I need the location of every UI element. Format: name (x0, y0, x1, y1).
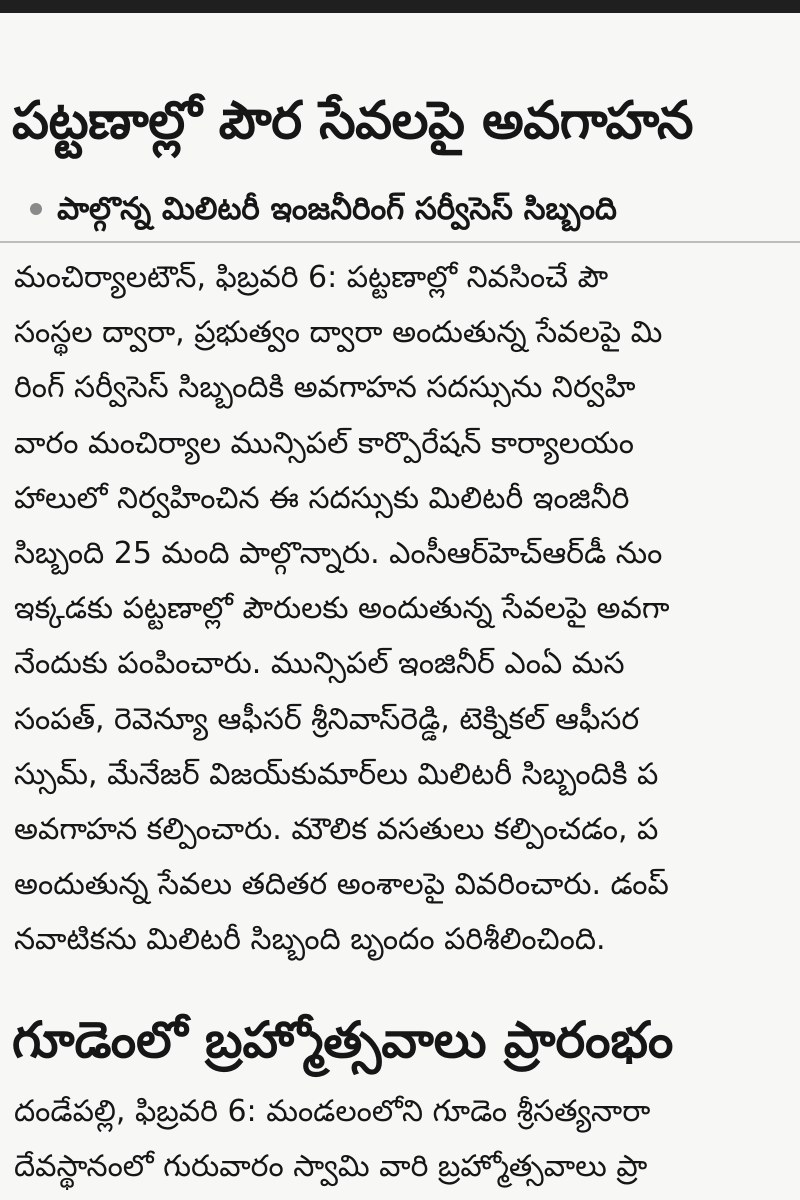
body-line: మంచిర్యాలటౌన్, ఫిబ్రవరి 6: పట్టణాల్లో నివసించే పౌ (14, 260, 609, 295)
article-2-headline: గూడెంలో బ్రహ్మోత్సవాలు ప్రారంభం (12, 1011, 674, 1069)
body-line: స్సుమ్, మేనేజర్ విజయ్‌కుమార్‌లు మిలిటరీ సిబ్బందికి ప (14, 756, 659, 792)
article-1-subheadline-row (30, 186, 800, 232)
top-border (0, 0, 800, 13)
body-line: దేవస్థానంలో గురువారం స్వామి వారి బ్రహ్మోత్సవాలు ప్రా (14, 1149, 648, 1185)
bullet-icon (30, 203, 42, 215)
body-line: వారం మంచిర్యాల మున్సిపల్ కార్పొరేషన్ కార్యాలయం (14, 425, 634, 461)
body-line: దండేపల్లి, ఫిబ్రవరి 6: మండలంలోని గూడెం శ్రీసత్యనారా (14, 1094, 651, 1129)
article-1-subheadline: పాల్గొన్న మిలిటరీ ఇంజనీరింగ్ సర్వీసెస్ సిబ్బంది (57, 191, 617, 227)
body-line: నేందుకు పంపించారు. మున్సిపల్ ఇంజినీర్ ఎంఏ మస (14, 646, 625, 682)
body-line: సంపత్, రెవెన్యూ ఆఫీసర్ శ్రీనివాస్‌రెడ్డి, టెక్నికల్ ఆఫీసర (14, 701, 640, 737)
divider-line (0, 241, 800, 243)
body-line: నవాటికను మిలిటరీ సిబ్బంది బృందం పరిశీలించింది. (14, 922, 606, 958)
body-line: అవగాహన కల్పించారు. మౌలిక వసతులు కల్పించడం, ప (14, 811, 659, 847)
article-1-body (14, 250, 800, 967)
body-line: అందుతున్న సేవలు తదితర అంశాలపై వివరించారు. డంప్ (14, 867, 669, 903)
body-line: ఇక్కడకు పట్టణాల్లో పౌరులకు అందుతున్న సేవలపై అవగా (14, 591, 670, 627)
body-line: సంస్థల ద్వారా, ప్రభుత్వం ద్వారా అందుతున్న సేవలపై మి (14, 315, 663, 351)
article-1-headline: పట్టణాల్లో పౌర సేవలపై అవగాహన (12, 91, 694, 151)
body-line: హాలులో నిర్వహించిన ఈ సదస్సుకు మిలిటరీ ఇంజినీరి (14, 480, 630, 516)
body-line: రింగ్ సర్వీసెస్ సిబ్బందికి అవగాహన సదస్సును నిర్వహి (14, 370, 636, 406)
body-line: సిబ్బంది 25 మంది పాల్గొన్నారు. ఎంసీఆర్‌హెచ్‌ఆర్‌డీ నుం (14, 535, 663, 571)
article-2-body (14, 1084, 800, 1194)
